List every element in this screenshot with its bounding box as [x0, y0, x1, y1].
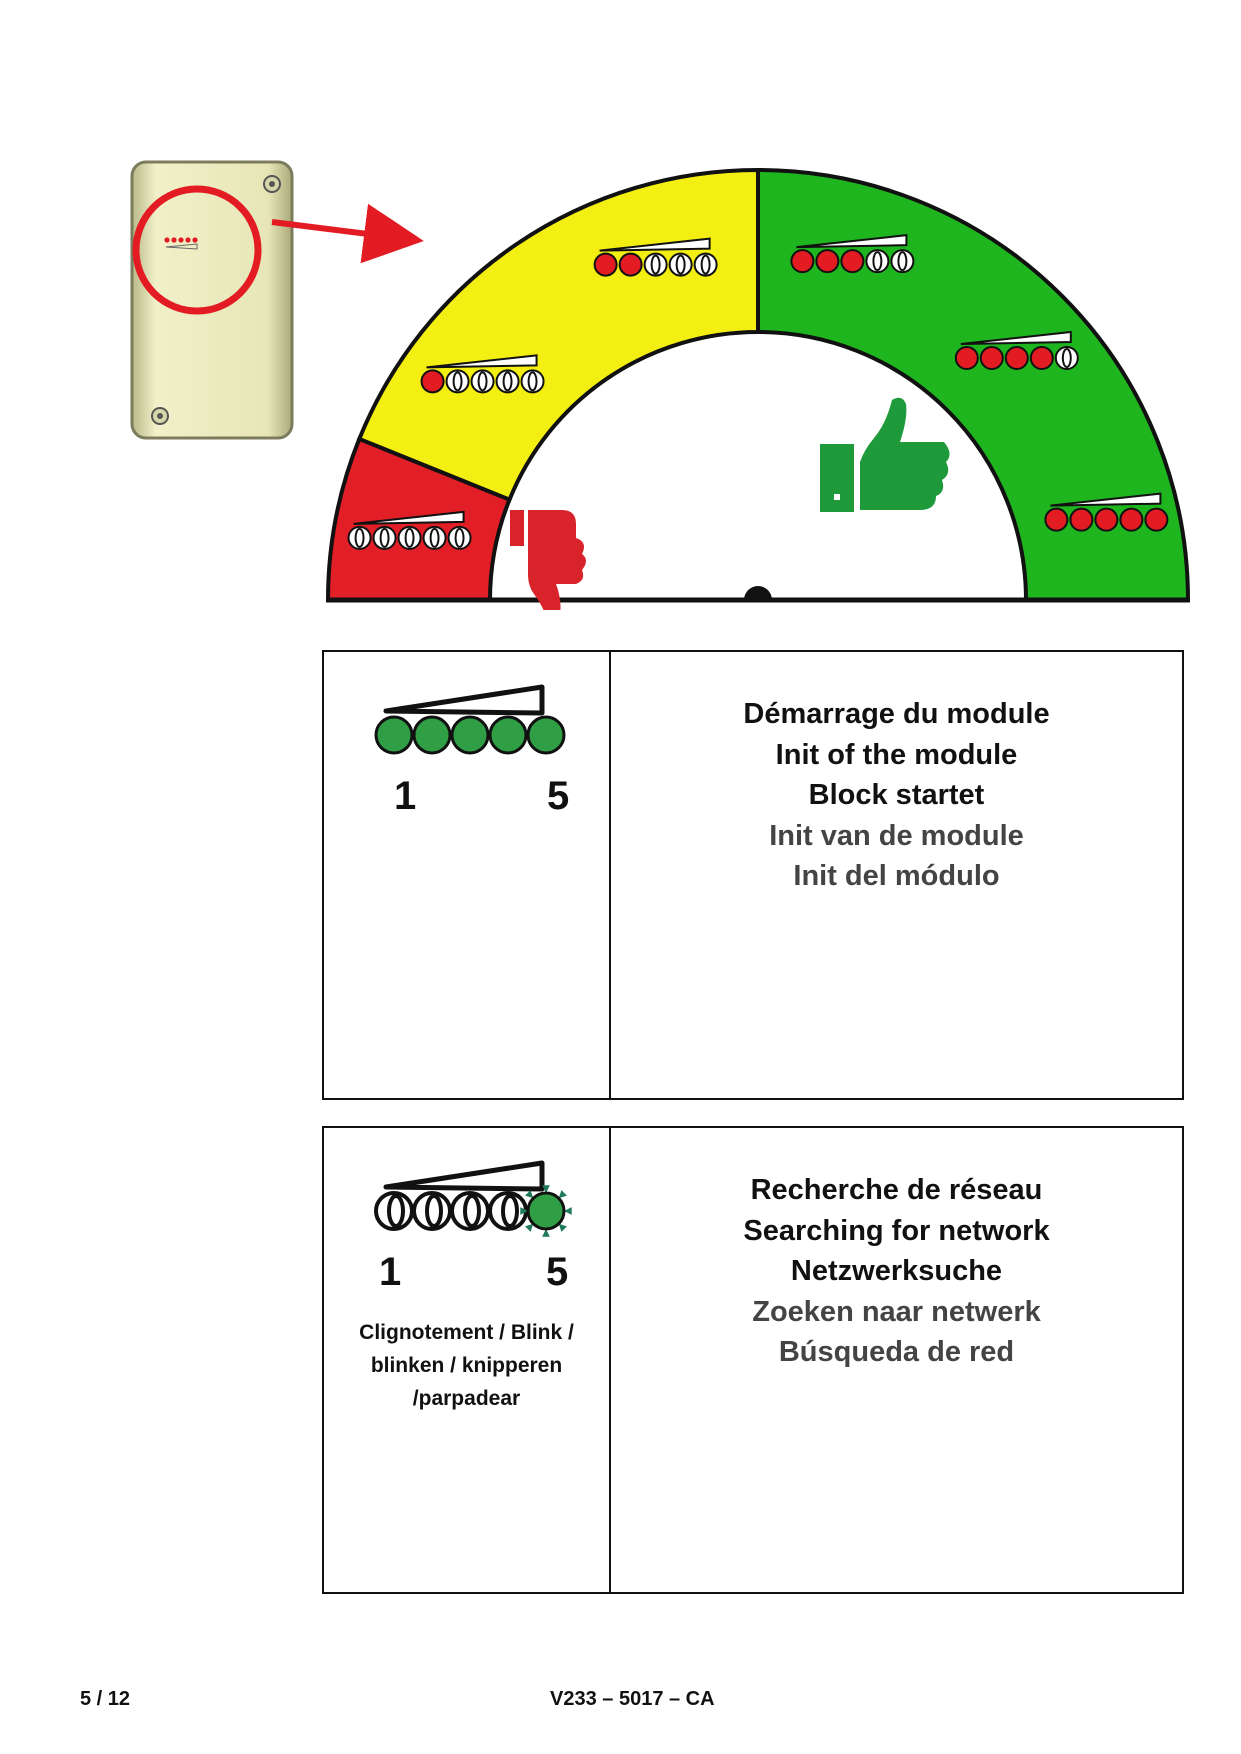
led-on	[1031, 347, 1053, 369]
signal-gauge-svg	[130, 160, 1190, 610]
led-on	[528, 717, 564, 753]
led-on	[595, 254, 617, 276]
led-on	[414, 717, 450, 753]
led-label-first: 1	[394, 774, 417, 818]
led-off	[374, 527, 396, 549]
led-off	[424, 527, 446, 549]
led-label-last: 5	[547, 774, 570, 818]
status-table-init	[322, 650, 1184, 1100]
line-es: Búsqueda de red	[778, 1336, 1015, 1368]
status-table-search	[322, 1126, 1184, 1594]
led-label-first: 1	[379, 1250, 402, 1294]
thumbs-down-icon	[510, 510, 586, 610]
led-on	[620, 254, 642, 276]
led-on	[1095, 509, 1117, 531]
led-off	[472, 370, 494, 392]
led-off	[670, 254, 692, 276]
led-on	[816, 250, 838, 272]
led-indicator-svg	[324, 1153, 607, 1313]
led-indicator-cell	[324, 1128, 611, 1592]
line-nl: Zoeken naar netwerk	[752, 1295, 1041, 1328]
led-off	[349, 527, 371, 549]
led-off	[1056, 347, 1078, 369]
led-off	[399, 527, 421, 549]
gauge-zone	[359, 170, 758, 500]
line-fr: Recherche de réseau	[750, 1174, 1043, 1206]
line-fr: Démarrage du module	[743, 698, 1050, 730]
line-de: Block startet	[808, 779, 985, 811]
document-reference: V233 – 5017 – CA	[550, 1688, 715, 1710]
led-on	[452, 717, 488, 753]
led-on	[1070, 509, 1092, 531]
led-on	[376, 717, 412, 753]
description-lines	[611, 694, 1182, 897]
description-cell	[611, 1128, 1182, 1592]
caption-line: /parpadear	[412, 1387, 521, 1410]
line-de: Netzwerksuche	[790, 1255, 1003, 1287]
page-number: 5 / 12	[80, 1688, 131, 1710]
led-on	[490, 717, 526, 753]
description-lines	[611, 1170, 1182, 1373]
led-off	[695, 254, 717, 276]
led-off	[447, 370, 469, 392]
led-off	[645, 254, 667, 276]
led-on	[981, 347, 1003, 369]
led-indicator-svg	[324, 677, 607, 837]
led-on	[841, 250, 863, 272]
led-label-last: 5	[546, 1250, 569, 1294]
led-on	[791, 250, 813, 272]
led-off	[449, 527, 471, 549]
signal-gauge-figure	[130, 160, 1190, 610]
led-on	[956, 347, 978, 369]
led-off	[497, 370, 519, 392]
led-off	[866, 250, 888, 272]
line-es: Init del módulo	[793, 860, 1000, 892]
line-nl: Init van de module	[769, 819, 1024, 852]
led-off	[522, 370, 544, 392]
led-on	[528, 1193, 564, 1229]
caption-line: blinken / knipperen	[370, 1354, 563, 1377]
led-on	[1120, 509, 1142, 531]
led-off	[891, 250, 913, 272]
blink-caption	[324, 1316, 609, 1415]
device-icon	[132, 162, 292, 438]
description-cell	[611, 652, 1182, 1098]
caption-line: Clignotement / Blink /	[359, 1321, 574, 1344]
led-indicator-cell	[324, 652, 611, 1098]
led-on	[1045, 509, 1067, 531]
thumbs-up-icon	[820, 398, 950, 512]
led-on	[422, 370, 444, 392]
line-en: Init of the module	[775, 738, 1018, 771]
led-on	[1145, 509, 1167, 531]
gauge-zone	[758, 170, 1188, 600]
gauge-pivot	[744, 586, 772, 600]
line-en: Searching for network	[743, 1214, 1050, 1247]
led-on	[1006, 347, 1028, 369]
